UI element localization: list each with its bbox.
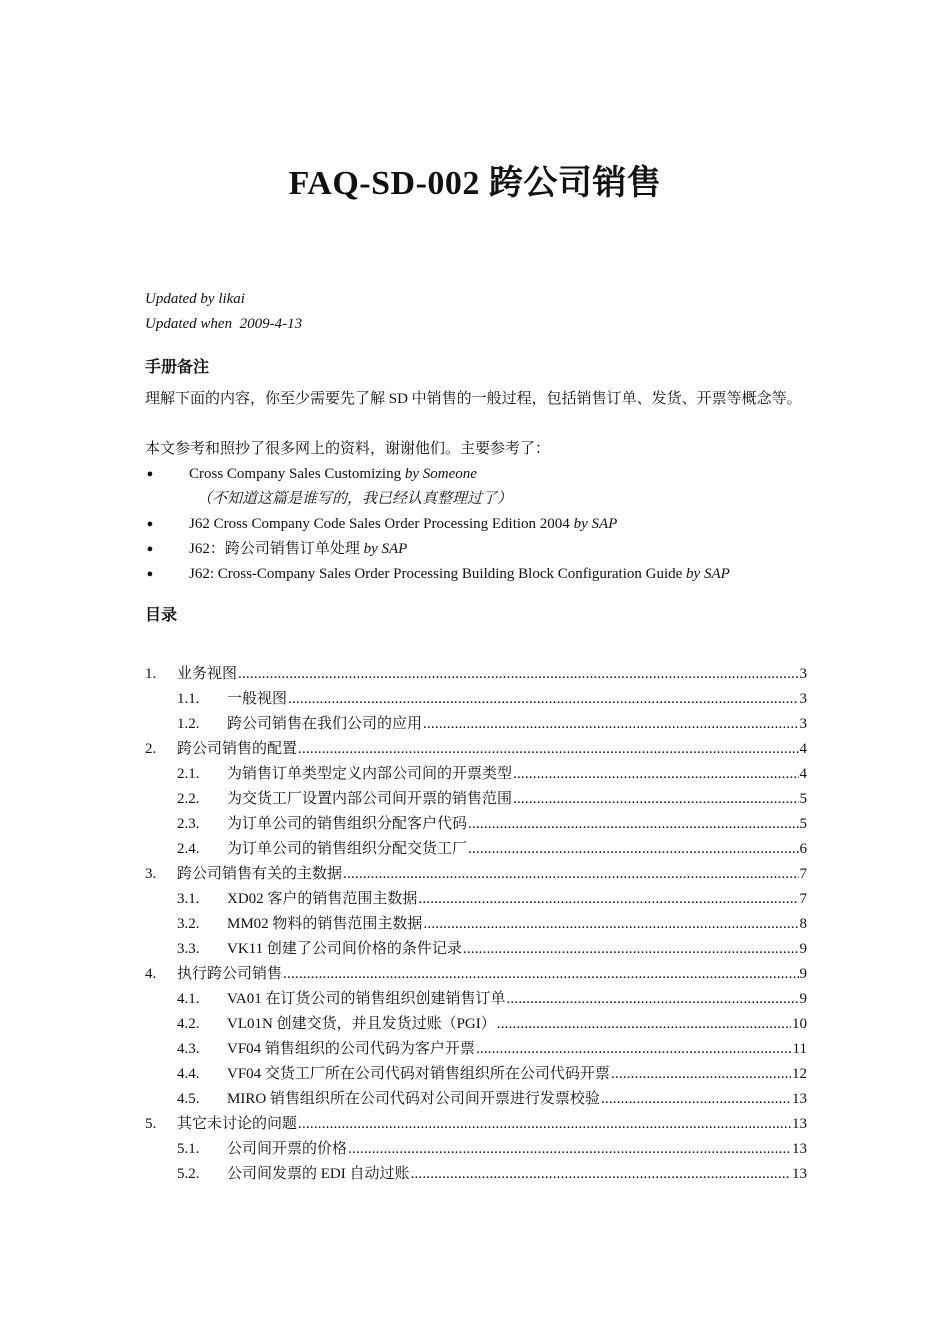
- toc-entry-number: 3.1.: [177, 891, 200, 907]
- toc-entry[interactable]: [145, 1062, 807, 1087]
- toc-heading: 目录: [145, 607, 178, 624]
- toc-entry[interactable]: [145, 662, 807, 687]
- reference-text: Cross Company Sales Customizing: [189, 466, 405, 482]
- toc-entry-number: 1.: [145, 666, 157, 682]
- toc-entry-text: 为订单公司的销售组织分配交货工厂: [227, 841, 468, 857]
- reference-text: J62：跨公司销售订单处理: [189, 541, 364, 557]
- toc-entry[interactable]: [145, 887, 807, 912]
- document-title: FAQ-SD-002 跨公司销售: [288, 165, 662, 202]
- toc-entry[interactable]: [145, 812, 807, 837]
- toc-entry-page: 5: [799, 791, 807, 807]
- reference-author: by SAP: [363, 541, 408, 557]
- toc-entry[interactable]: [145, 937, 807, 962]
- toc-entry-text: VF04 交货工厂所在公司代码对销售组织所在公司代码开票: [227, 1066, 610, 1082]
- toc-entry-text: VK11 创建了公司间价格的条件记录: [227, 941, 462, 957]
- toc-entry-text: 为销售订单类型定义内部公司间的开票类型: [227, 766, 513, 782]
- toc-entry[interactable]: [145, 737, 807, 762]
- toc-entry-number: 2.2.: [177, 791, 200, 807]
- toc-dot-leader: [506, 987, 798, 1012]
- toc-entry-page: 9: [799, 966, 807, 982]
- toc-entry-number: 4.1.: [177, 991, 200, 1007]
- toc-dot-leader: [468, 837, 798, 862]
- notes-paragraph-1: 理解下面的内容，你至少需要先了解 SD 中销售的一般过程，包括销售订单、发货、开票等概念等。: [145, 391, 802, 407]
- toc-dot-leader: [238, 662, 798, 687]
- toc-entry[interactable]: [145, 787, 807, 812]
- toc-entry-text: VL01N 创建交货，并且发货过账（PGI）: [227, 1016, 496, 1032]
- toc-entry-page: 5: [799, 816, 807, 832]
- toc-entry[interactable]: [145, 712, 807, 737]
- toc-entry-number: 4.4.: [177, 1066, 200, 1082]
- toc-entry-page: 13: [792, 1091, 807, 1107]
- toc-entry-number: 1.2.: [177, 716, 200, 732]
- toc-entry-text: 跨公司销售有关的主数据: [177, 866, 343, 882]
- toc-entry-number: 4.5.: [177, 1091, 200, 1107]
- toc-entry[interactable]: [145, 1037, 807, 1062]
- toc-dot-leader: [497, 1012, 791, 1037]
- updated-when-value: 2009-4-13: [239, 316, 303, 332]
- toc-entry[interactable]: [145, 962, 807, 987]
- toc-entry-text: VF04 销售组织的公司代码为客户开票: [227, 1041, 475, 1057]
- toc-entry-text: 一般视图: [227, 691, 288, 707]
- toc-entry-text: MIRO 销售组织所在公司代码对公司间开票进行发票校验: [227, 1091, 600, 1107]
- toc-dot-leader: [513, 762, 798, 787]
- updated-when: [145, 316, 302, 333]
- toc-entry[interactable]: [145, 1012, 807, 1037]
- toc-entry-page: 10: [792, 1016, 807, 1032]
- toc-entry[interactable]: [145, 862, 807, 887]
- toc-entry-page: 4: [799, 741, 807, 757]
- toc-entry-number: 5.2.: [177, 1166, 200, 1182]
- toc-entry[interactable]: [145, 687, 807, 712]
- reference-list: [145, 462, 810, 587]
- toc-entry[interactable]: [145, 912, 807, 937]
- toc-entry-number: 5.1.: [177, 1141, 200, 1157]
- toc-entry-page: 13: [792, 1116, 807, 1132]
- toc-dot-leader: [423, 712, 798, 737]
- toc-entry-text: MM02 物料的销售范围主数据: [227, 916, 423, 932]
- toc-entry-number: 4.: [145, 966, 157, 982]
- toc-dot-leader: [298, 1112, 791, 1137]
- toc-dot-leader: [611, 1062, 791, 1087]
- reference-author: by SAP: [573, 516, 618, 532]
- reference-note: [145, 487, 810, 512]
- toc-entry-number: 4.3.: [177, 1041, 200, 1057]
- reference-item: [145, 537, 810, 562]
- toc-entry[interactable]: [145, 1162, 807, 1187]
- bullet-icon: ●: [146, 543, 154, 555]
- toc-entry-page: 4: [799, 766, 807, 782]
- updated-by: Updated by likai: [145, 291, 245, 307]
- toc-entry-text: 为交货工厂设置内部公司间开票的销售范围: [227, 791, 513, 807]
- toc-entry[interactable]: [145, 762, 807, 787]
- toc-entry-number: 2.1.: [177, 766, 200, 782]
- reference-author: by Someone: [404, 466, 477, 482]
- toc-entry-number: 2.: [145, 741, 157, 757]
- toc-dot-leader: [298, 737, 798, 762]
- reference-note-text: （不知道这篇是谁写的，我已经认真整理过了）: [197, 491, 513, 507]
- notes-heading: 手册备注: [145, 359, 210, 376]
- reference-author: by SAP: [686, 566, 730, 582]
- toc-dot-leader: [513, 787, 798, 812]
- bullet-icon: ●: [146, 568, 154, 580]
- toc-dot-leader: [343, 862, 798, 887]
- toc-entry-page: 12: [792, 1066, 807, 1082]
- toc-entry-text: 跨公司销售的配置: [177, 741, 298, 757]
- toc-entry-page: 13: [792, 1141, 807, 1157]
- toc-entry-text: 跨公司销售在我们公司的应用: [227, 716, 423, 732]
- toc-dot-leader: [283, 962, 798, 987]
- toc-entry-number: 3.2.: [177, 916, 200, 932]
- toc-entry-page: 3: [799, 691, 807, 707]
- toc-entry-page: 7: [799, 891, 807, 907]
- toc-entry-number: 5.: [145, 1116, 157, 1132]
- toc-entry-text: 为订单公司的销售组织分配客户代码: [227, 816, 468, 832]
- notes-paragraph-2: 本文参考和照抄了很多网上的资料，谢谢他们。主要参考了：: [145, 441, 551, 457]
- toc-entry-number: 3.3.: [177, 941, 200, 957]
- toc-dot-leader: [423, 912, 798, 937]
- toc-entry-page: 8: [799, 916, 807, 932]
- toc-entry-page: 3: [799, 666, 807, 682]
- toc-entry-text: 其它未讨论的问题: [177, 1116, 298, 1132]
- toc-entry[interactable]: [145, 837, 807, 862]
- toc-dot-leader: [463, 937, 799, 962]
- updated-when-label: Updated when: [145, 316, 233, 332]
- toc-entry-text: 公司间开票的价格: [227, 1141, 348, 1157]
- toc-dot-leader: [418, 887, 798, 912]
- toc-entry-number: 3.: [145, 866, 157, 882]
- toc-dot-leader: [468, 812, 798, 837]
- toc-entry[interactable]: [145, 1112, 807, 1137]
- toc-entry-text: 执行跨公司销售: [177, 966, 283, 982]
- toc-entry-text: VA01 在订货公司的销售组织创建销售订单: [227, 991, 506, 1007]
- toc-entry-number: 2.3.: [177, 816, 200, 832]
- toc-entry-page: 6: [799, 841, 807, 857]
- toc-entry-text: 公司间发票的 EDI 自动过账: [227, 1166, 410, 1182]
- toc-dot-leader: [476, 1037, 792, 1062]
- toc-entry-number: 1.1.: [177, 691, 200, 707]
- toc-dot-leader: [411, 1162, 792, 1187]
- toc-entry[interactable]: [145, 1137, 807, 1162]
- toc-entry-page: 11: [792, 1041, 807, 1057]
- toc-dot-leader: [601, 1087, 791, 1112]
- toc-entry-text: 业务视图: [177, 666, 238, 682]
- reference-item: [145, 512, 810, 537]
- toc-entry-page: 7: [799, 866, 807, 882]
- toc-entry-page: 9: [799, 941, 807, 957]
- reference-item: [145, 462, 810, 487]
- toc-entry-number: 2.4.: [177, 841, 200, 857]
- toc-entry-page: 13: [792, 1166, 807, 1182]
- bullet-icon: ●: [146, 518, 154, 530]
- toc-entry-page: 3: [799, 716, 807, 732]
- toc-entry[interactable]: [145, 987, 807, 1012]
- reference-item: [145, 562, 810, 587]
- reference-text: J62 Cross Company Code Sales Order Processing Edition 2004: [189, 516, 574, 532]
- bullet-icon: ●: [146, 468, 154, 480]
- toc-entry-page: 9: [799, 991, 807, 1007]
- reference-text: J62: Cross-Company Sales Order Processing Building Block Configuration Guide: [189, 566, 687, 582]
- toc-entry-number: 4.2.: [177, 1016, 200, 1032]
- toc-dot-leader: [288, 687, 798, 712]
- toc-entry-text: XD02 客户的销售范围主数据: [227, 891, 418, 907]
- table-of-contents: [145, 662, 807, 1187]
- toc-dot-leader: [348, 1137, 791, 1162]
- toc-entry[interactable]: [145, 1087, 807, 1112]
